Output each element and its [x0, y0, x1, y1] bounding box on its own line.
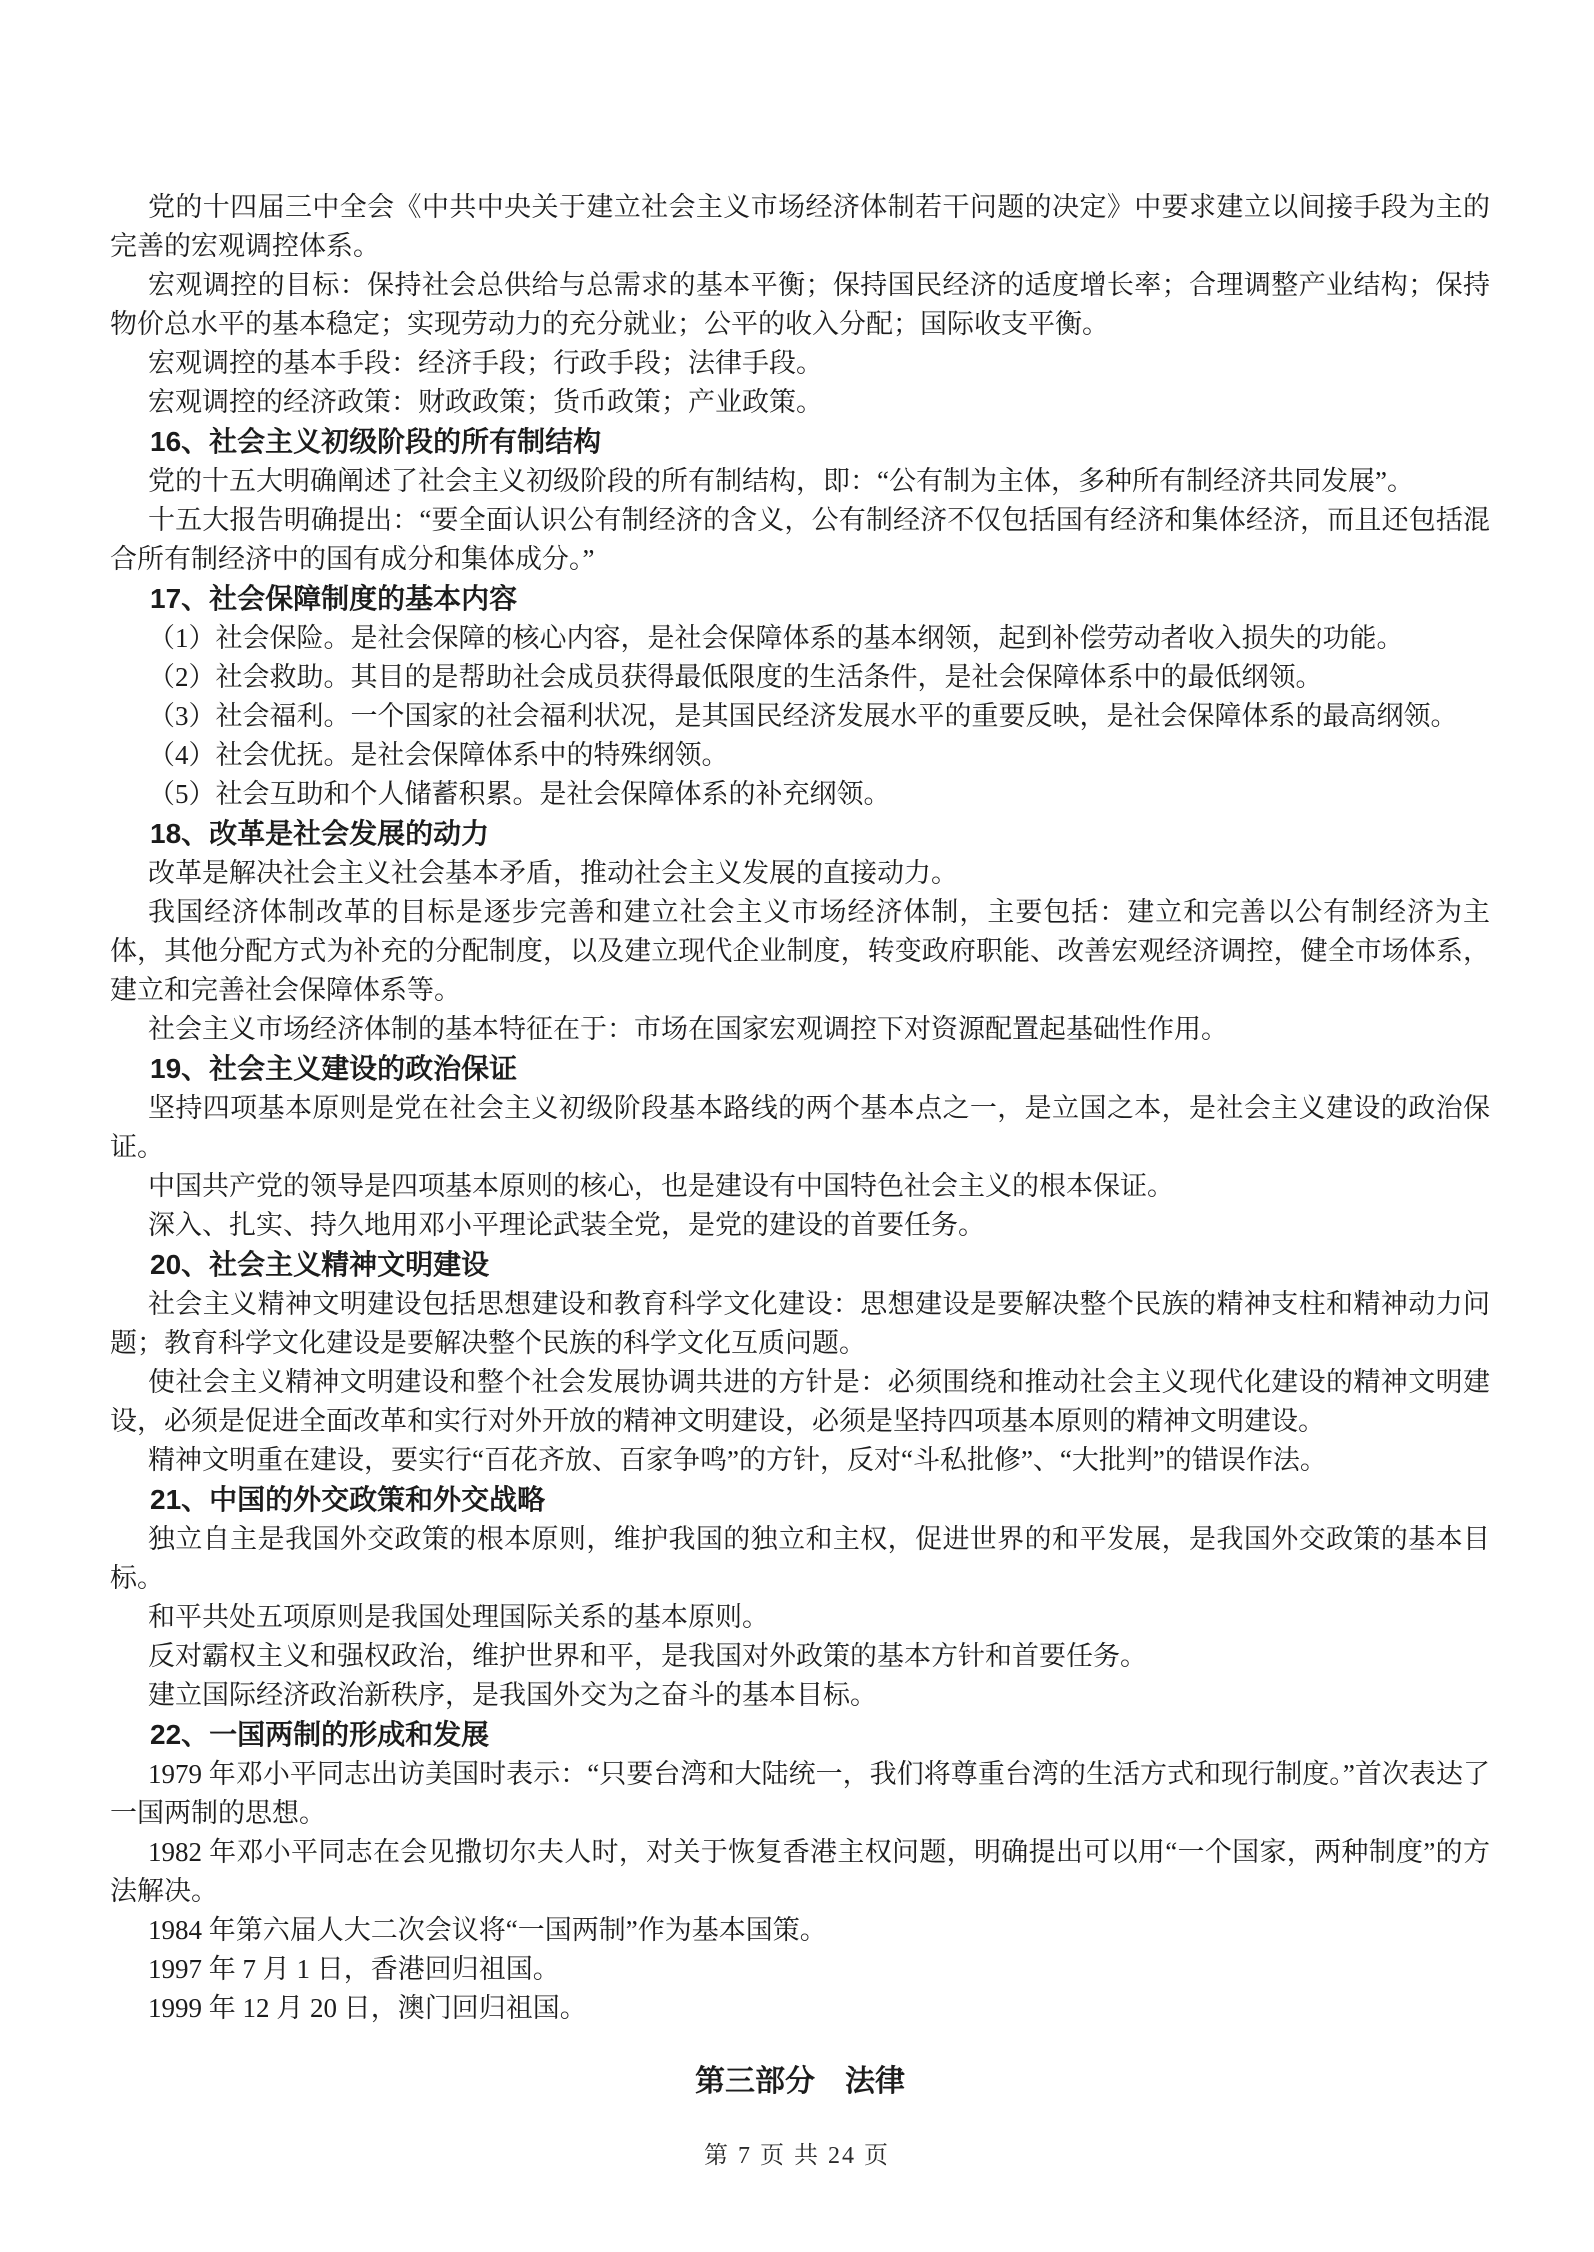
part-title: 第三部分 法律	[695, 2065, 905, 2098]
paragraph: （1）社会保险。是社会保障的核心内容，是社会保障体系的基本纲领，起到补偿劳动者收入损失的功能。	[148, 623, 1404, 653]
numbered-heading: 21、中国的外交政策和外交战略	[150, 1484, 546, 1515]
paragraph: 使社会主义精神文明建设和整个社会发展协调共进的方针是：必须围绕和推动社会主义现代化建设的精神文明建设，必须是促进全面改革和实行对外开放的精神文明建设，必须是坚持四项基本原则的精神文明建设。	[110, 1367, 1490, 1436]
paragraph: （5）社会互助和个人储蓄积累。是社会保障体系的补充纲领。	[148, 779, 891, 809]
numbered-heading: 19、社会主义建设的政治保证	[150, 1053, 518, 1084]
paragraph: 党的十五大明确阐述了社会主义初级阶段的所有制结构，即：“公有制为主体，多种所有制经济共同发展”。	[148, 466, 1414, 496]
paragraph: 宏观调控的经济政策：财政政策；货币政策；产业政策。	[148, 387, 823, 417]
paragraph: 党的十四届三中全会《中共中央关于建立社会主义市场经济体制若干问题的决定》中要求建立以间接手段为主的完善的宏观调控体系。	[110, 192, 1490, 261]
paragraph: 1979 年邓小平同志出访美国时表示：“只要台湾和大陆统一，我们将尊重台湾的生活方式和现行制度。”首次表达了一国两制的思想。	[110, 1759, 1490, 1828]
paragraph: 独立自主是我国外交政策的根本原则，维护我国的独立和主权，促进世界的和平发展，是我国外交政策的基本目标。	[110, 1524, 1490, 1593]
paragraph: 1982 年邓小平同志在会见撒切尔夫人时，对关于恢复香港主权问题，明确提出可以用“一个国家，两种制度”的方法解决。	[110, 1837, 1490, 1906]
paragraph: 反对霸权主义和强权政治，维护世界和平，是我国对外政策的基本方针和首要任务。	[148, 1641, 1147, 1671]
paragraph: 中国共产党的领导是四项基本原则的核心，也是建设有中国特色社会主义的根本保证。	[148, 1171, 1174, 1201]
numbered-heading: 20、社会主义精神文明建设	[150, 1249, 490, 1280]
paragraph: 改革是解决社会主义社会基本矛盾，推动社会主义发展的直接动力。	[148, 858, 958, 888]
paragraph: （4）社会优抚。是社会保障体系中的特殊纲领。	[148, 740, 729, 770]
numbered-heading: 17、社会保障制度的基本内容	[150, 583, 518, 614]
paragraph: 和平共处五项原则是我国处理国际关系的基本原则。	[148, 1602, 769, 1632]
document-content	[110, 188, 1490, 2028]
paragraph: （3）社会福利。一个国家的社会福利状况，是其国民经济发展水平的重要反映，是社会保障体系的最高纲领。	[148, 701, 1458, 731]
paragraph: 社会主义市场经济体制的基本特征在于：市场在国家宏观调控下对资源配置起基础性作用。	[148, 1014, 1228, 1044]
paragraph: 建立国际经济政治新秩序，是我国外交为之奋斗的基本目标。	[148, 1680, 877, 1710]
paragraph: 宏观调控的基本手段：经济手段；行政手段；法律手段。	[148, 348, 823, 378]
paragraph: 1997 年 7 月 1 日，香港回归祖国。	[148, 1954, 560, 1984]
numbered-heading: 22、一国两制的形成和发展	[150, 1719, 490, 1750]
paragraph: （2）社会救助。其目的是帮助社会成员获得最低限度的生活条件，是社会保障体系中的最低纲领。	[148, 662, 1323, 692]
numbered-heading: 18、改革是社会发展的动力	[150, 818, 490, 849]
paragraph: 1999 年 12 月 20 日，澳门回归祖国。	[148, 1993, 587, 2023]
paragraph: 宏观调控的目标：保持社会总供给与总需求的基本平衡；保持国民经济的适度增长率；合理调整产业结构；保持物价总水平的基本稳定；实现劳动力的充分就业；公平的收入分配；国际收支平衡。	[110, 270, 1490, 339]
paragraph: 深入、扎实、持久地用邓小平理论武装全党，是党的建设的首要任务。	[148, 1210, 985, 1240]
paragraph: 坚持四项基本原则是党在社会主义初级阶段基本路线的两个基本点之一，是立国之本，是社会主义建设的政治保证。	[110, 1093, 1490, 1162]
page-number-footer: 第 7 页 共 24 页	[704, 2143, 890, 2169]
paragraph: 精神文明重在建设，要实行“百花齐放、百家争鸣”的方针，反对“斗私批修”、“大批判”的错误作法。	[148, 1445, 1327, 1475]
paragraph: 1984 年第六届人大二次会议将“一国两制”作为基本国策。	[148, 1915, 827, 1945]
paragraph: 十五大报告明确提出：“要全面认识公有制经济的含义，公有制经济不仅包括国有经济和集体经济，而且还包括混合所有制经济中的国有成分和集体成分。”	[110, 505, 1490, 574]
numbered-heading: 16、社会主义初级阶段的所有制结构	[150, 426, 602, 457]
paragraph: 社会主义精神文明建设包括思想建设和教育科学文化建设：思想建设是要解决整个民族的精神支柱和精神动力问题；教育科学文化建设是要解决整个民族的科学文化互质问题。	[110, 1289, 1490, 1358]
paragraph: 我国经济体制改革的目标是逐步完善和建立社会主义市场经济体制，主要包括：建立和完善以公有制经济为主体，其他分配方式为补充的分配制度，以及建立现代企业制度，转变政府职能、改善宏观经济调控，健全市场体系，建立和完善社会保障体系等。	[110, 897, 1490, 1005]
